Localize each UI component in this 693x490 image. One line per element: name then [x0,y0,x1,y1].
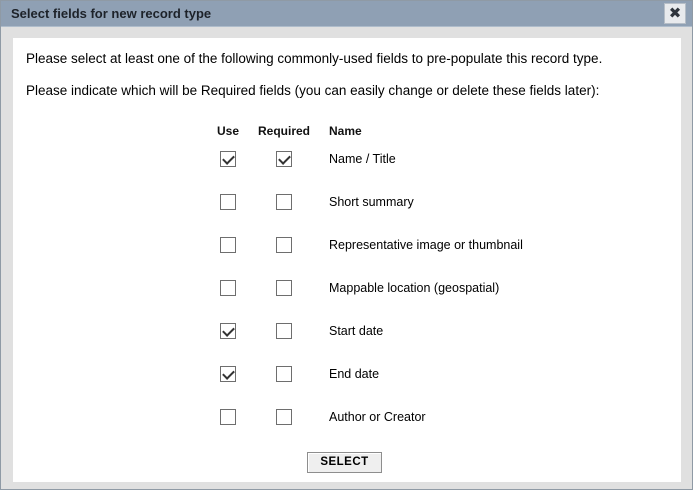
use-checkbox[interactable] [220,151,236,167]
field-name-label: Author or Creator [329,410,426,424]
dialog-title: Select fields for new record type [11,6,212,21]
field-name-label: Representative image or thumbnail [329,238,523,252]
header-name: Name [329,124,362,138]
required-checkbox[interactable] [276,237,292,253]
header-use: Use [216,124,239,138]
use-checkbox[interactable] [220,194,236,210]
close-icon: ✖ [668,4,682,22]
intro-line-2: Please indicate which will be Required fields (you can easily change or delete these fields later): [26,83,600,98]
fields-table-header [203,124,663,139]
required-checkbox[interactable] [276,151,292,167]
use-checkbox[interactable] [220,237,236,253]
dialog-titlebar [1,1,692,27]
use-checkbox[interactable] [220,409,236,425]
select-button[interactable]: SELECT [307,452,381,473]
table-row [203,194,663,211]
required-checkbox[interactable] [276,366,292,382]
table-row [203,409,663,426]
use-checkbox[interactable] [220,280,236,296]
intro-line-1: Please select at least one of the following commonly-used fields to pre-populate this record type. [26,51,603,66]
fields-table [203,124,663,426]
dialog-content [13,38,681,482]
field-name-label: End date [329,367,380,381]
header-required: Required [257,124,310,138]
table-row [203,366,663,383]
required-checkbox[interactable] [276,323,292,339]
close-button[interactable] [664,3,686,24]
table-row [203,237,663,254]
required-checkbox[interactable] [276,194,292,210]
required-checkbox[interactable] [276,280,292,296]
dialog-footer [26,452,663,473]
field-name-label: Short summary [329,195,414,209]
use-checkbox[interactable] [220,323,236,339]
fields-rows [203,151,663,426]
table-row [203,280,663,297]
use-checkbox[interactable] [220,366,236,382]
field-name-label: Mappable location (geospatial) [329,281,500,295]
field-name-label: Name / Title [329,152,396,166]
field-name-label: Start date [329,324,384,338]
required-checkbox[interactable] [276,409,292,425]
table-row [203,323,663,340]
table-row [203,151,663,168]
